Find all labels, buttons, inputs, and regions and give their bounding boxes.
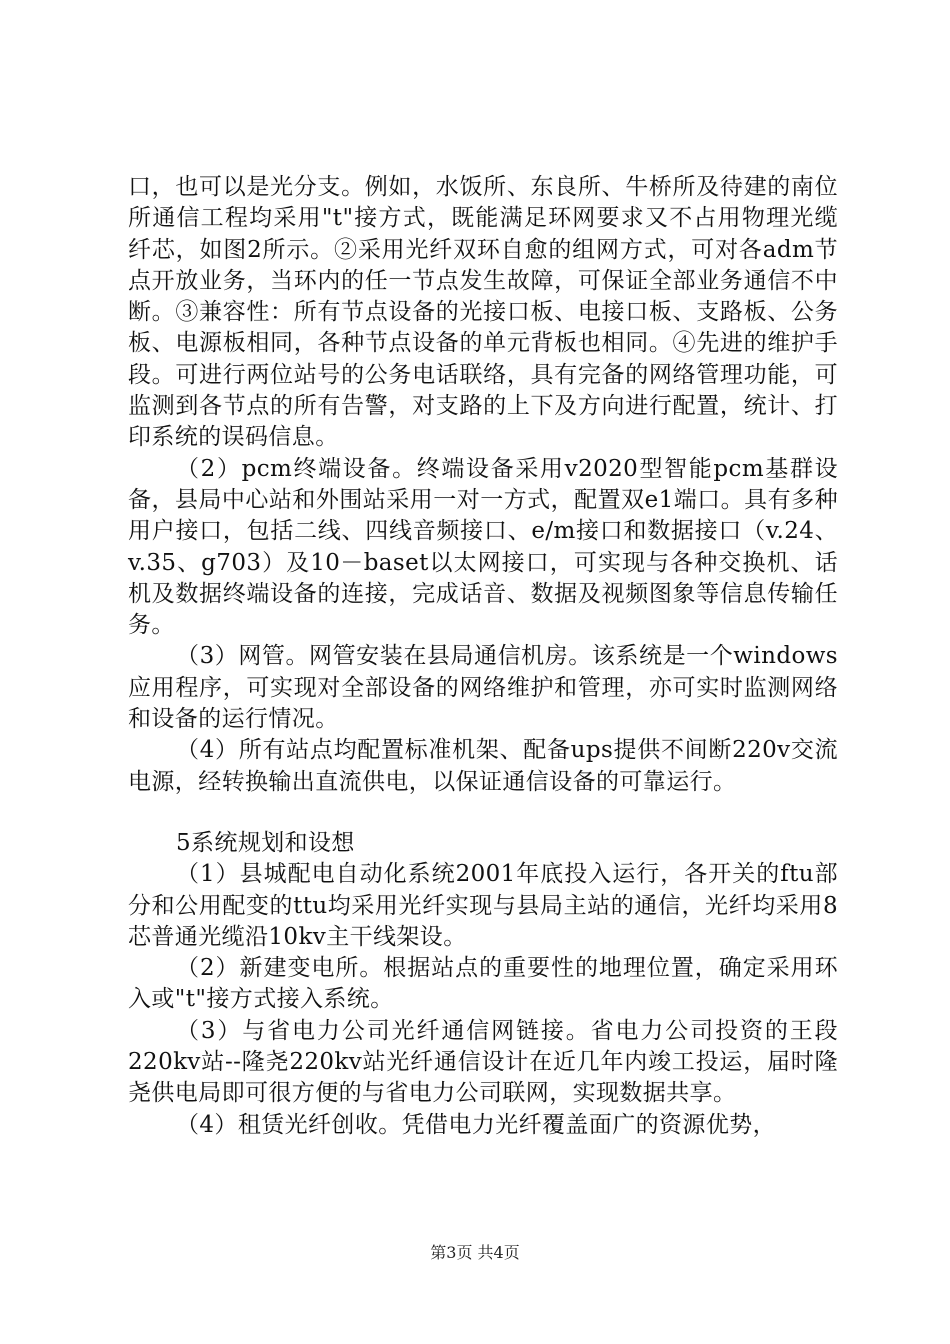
body-text <box>128 172 838 1141</box>
section-gap <box>128 798 838 828</box>
paragraph-network-management: （3）网管。网管安装在县局通信机房。该系统是一个windows应用程序，可实现对全部设备的网络维护和管理，亦可实时监测网络和设备的运行情况。 <box>128 643 838 733</box>
paragraph-distribution-automation: （1）县城配电自动化系统2001年底投入运行，各开关的ftu部分和公用配变的ttu均采用光纤实现与县局主站的通信，光纤均采用8芯普通光缆沿10kv主干线架设。 <box>128 861 838 950</box>
paragraph-new-substation: （2）新建变电所。根据站点的重要性的地理位置，确定采用环入或"t"接方式接入系统。 <box>128 955 838 1013</box>
paragraph-pcm-terminal: （2）pcm终端设备。终端设备采用v2020型智能pcm基群设备，县局中心站和外围站采用一对一方式，配置双e1端口。具有多种用户接口，包括二线、四线音频接口、e/m接口和数据接口（v.24、v.35、g703）及10－baset以太网接口，可实现与各种交换机、话机及数据终端设备的连接，完成话音、数据及视频图象等信息传输任务。 <box>128 455 838 639</box>
page-number-footer: 第3页 共4页 <box>430 1243 520 1262</box>
paragraph-fiber-leasing: （4）租赁光纤创收。凭借电力光纤覆盖面广的资源优势， <box>176 1111 777 1138</box>
paragraph-continued: 口，也可以是光分支。例如，水饭所、东良所、牛桥所及待建的南位所通信工程均采用"t"接方式，既能满足环网要求又不占用物理光缆纤芯，如图2所示。②采用光纤双环自愈的组网方式，可对各adm节点开放业务，当环内的任一节点发生故障，可保证全部业务通信不中断。③兼容性：所有节点设备的光接口板、电接口板、支路板、公务板、电源板相同，各种节点设备的单元背板也相同。④先进的维护手段。可进行两位站号的公务电话联络，具有完备的网络管理功能，可监测到各节点的所有告警，对支路的上下及方向进行配置，统计、打印系统的误码信息。 <box>128 174 838 451</box>
paragraph-provincial-link: （3）与省电力公司光纤通信网链接。省电力公司投资的王段220kv站--隆尧220kv站光纤通信设计在近几年内竣工投运，届时隆尧供电局即可很方便的与省电力公司联网，实现数据共享。 <box>128 1017 838 1107</box>
paragraph-power-supply: （4）所有站点均配置标准机架、配备ups提供不间断220v交流电源，经转换输出直流供电，以保证通信设备的可靠运行。 <box>128 737 838 795</box>
section-heading: 5系统规划和设想 <box>176 829 355 856</box>
